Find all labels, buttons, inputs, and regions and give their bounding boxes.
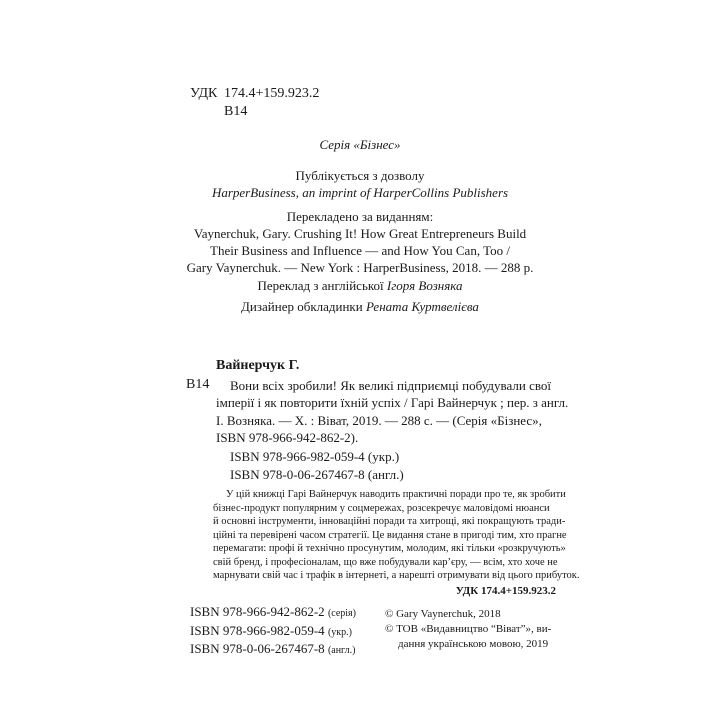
isbn-row: [190, 604, 356, 623]
isbn-row: [190, 641, 356, 660]
translator-line: [0, 278, 720, 294]
translated-from-heading: Перекладено за виданням:: [286, 209, 434, 224]
catalog-line: Вони всіх зробили! Як великі підприємці побудували свої: [230, 378, 552, 393]
catalog-description: [216, 377, 569, 446]
isbn-number: ISBN 978-966-942-862-2: [190, 604, 325, 619]
isbn-row: [190, 623, 356, 642]
catalog-line: імперії і як повторити їхній успіх / Гарі Вайнерчук ; пер. з англ.: [216, 395, 569, 411]
publisher-line: HarperBusiness, an imprint of HarperCollins Publishers: [211, 185, 509, 200]
annotation-line: У цій книжці Гарі Вайнерчук наводить практичні поради про те, як зробити: [226, 489, 566, 500]
annotation-line: бізнес-продукт популярним у соцмережах, розсекречує маловідомі нюанси: [213, 502, 550, 514]
catalog-isbn: ISBN 978-0-06-267467-8 (англ.): [230, 466, 404, 482]
isbn-number: ISBN 978-0-06-267467-8: [190, 641, 325, 656]
original-edition-line: Vaynerchuk, Gary. Crushing It! How Great Entrepreneurs Build: [193, 226, 527, 241]
udk-code: 174.4+159.923.2: [224, 86, 320, 101]
annotation-line: свій бренд, і професіоналам, що вже побудували кар’єру, — всім, хто хоче не: [213, 556, 558, 568]
designer-name: Рената Куртвелієва: [365, 299, 479, 314]
catalog-isbn: ISBN 978-966-982-059-4 (укр.): [230, 449, 400, 464]
translated-from-block: [0, 208, 720, 276]
original-edition-line: Gary Vaynerchuk. — New York : HarperBusiness, 2018. — 288 p.: [186, 260, 534, 275]
designer-label: Дизайнер обкладинки: [241, 299, 363, 314]
catalog-line: І. Возняка. — Х. : Віват, 2019. — 288 с. — (Серія «Бізнес»,: [216, 412, 542, 428]
catalog-line: ISBN 978-966-942-862-2).: [216, 429, 359, 445]
isbn-number: ISBN 978-966-982-059-4: [190, 622, 325, 638]
isbn-note: (серія): [327, 608, 356, 619]
copyright-block: [385, 607, 551, 652]
permission-block: [0, 167, 720, 201]
catalog-code: В14: [186, 377, 210, 392]
catalog-author: Вайнерчук Г.: [216, 358, 300, 373]
isbn-note: (укр.): [327, 626, 352, 638]
designer-line: [0, 299, 720, 315]
isbn-note: (англ.): [327, 645, 356, 656]
annotation: [213, 488, 580, 583]
copyright-line: © Gary Vaynerchuk, 2018: [385, 608, 501, 620]
copyright-line: © ТОВ «Видавництво “Віват”», ви-: [385, 623, 552, 635]
udk-bottom: УДК 174.4+159.923.2: [455, 585, 556, 597]
annotation-line: й основні інструменти, інноваційні поради та хитрощі, які покращують тради-: [213, 516, 566, 527]
translator-name: Ігоря Возняка: [386, 278, 463, 293]
annotation-line: марнувати свій час і трафік в інтернеті, а нарешті отримувати від цього прибуток.: [213, 570, 580, 581]
copyright-line: дання українською мовою, 2019: [398, 638, 549, 650]
catalog-isbn-block: [230, 448, 404, 483]
permission-line: Публікується з дозволу: [295, 168, 425, 183]
annotation-line: ційні та перевірені часом стратегії. Це видання стане в пригоді тим, хто прагне: [213, 529, 567, 541]
annotation-line: перемагати: профі й технічно просунутим, молодим, які тільки «розкручують»: [213, 543, 566, 554]
series-title: Серія «Бізнес»: [319, 137, 401, 152]
bbk-code: В14: [224, 104, 248, 119]
udk-label: УДК: [190, 86, 218, 101]
isbn-block: [190, 604, 356, 660]
original-edition-line: Their Business and Influence — and How You Can, Too /: [210, 243, 510, 258]
translator-label: Переклад з англійської: [257, 278, 384, 293]
